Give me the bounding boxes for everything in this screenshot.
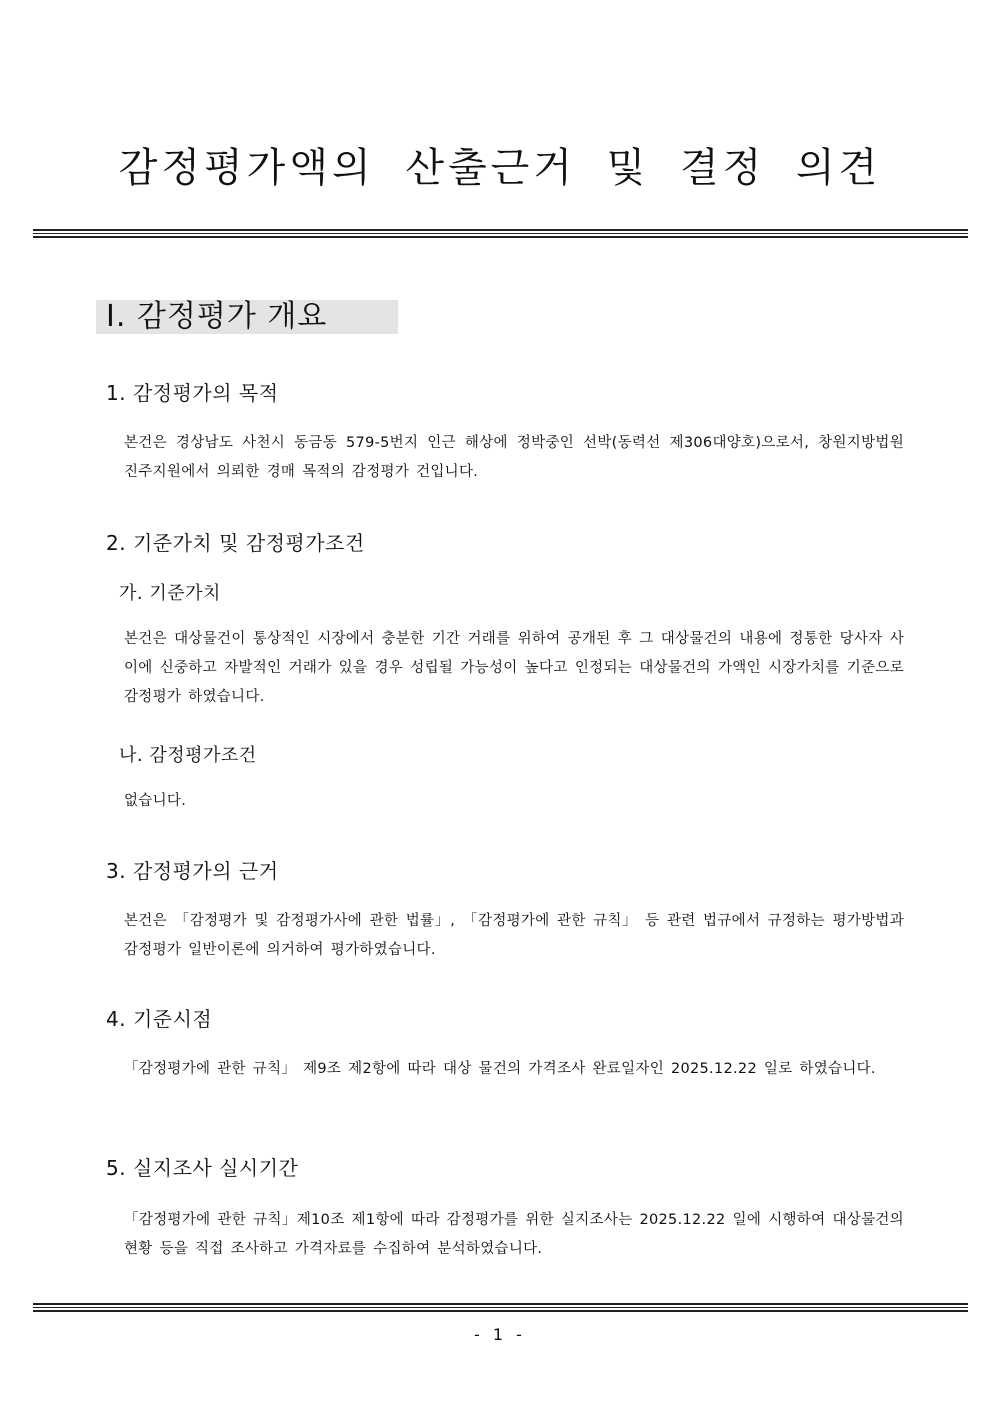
paragraph-inspection-period: 「감정평가에 관한 규칙」제10조 제1항에 따라 감정평가를 위한 실지조사는 2025.12.22 일에 시행하여 대상물건의 현황 등을 직접 조사하고 가격자료를 수집하여 분석하였습니다.	[124, 1212, 904, 1257]
heading-legal-basis: 3. 감정평가의 근거	[106, 859, 279, 883]
heading-basis-value-conditions: 2. 기준가치 및 감정평가조건	[106, 531, 365, 555]
section-title: Ⅰ. 감정평가 개요	[96, 300, 398, 334]
heading-inspection-period: 5. 실지조사 실시기간	[106, 1156, 299, 1180]
subheading-basis-value: 가. 기준가치	[119, 583, 221, 604]
paragraph-purpose: 본건은 경상남도 사천시 동금동 579-5번지 인근 해상에 정박중인 선박(동력선 제306대양호)으로서, 창원지방법원 진주지원에서 의뢰한 경매 목적의 감정평가 건입니다.	[124, 435, 904, 480]
heading-purpose: 1. 감정평가의 목적	[106, 381, 279, 405]
subheading-conditions: 나. 감정평가조건	[119, 745, 257, 766]
page-number: - 1 -	[474, 1325, 526, 1344]
paragraph-conditions: 없습니다.	[124, 793, 187, 809]
paragraph-base-date: 「감정평가에 관한 규칙」 제9조 제2항에 따라 대상 물건의 가격조사 완료일자인 2025.12.22 일로 하였습니다.	[124, 1061, 876, 1077]
footer-divider	[33, 1303, 968, 1312]
document-title: 감정평가액의 산출근거 및 결정 의견	[118, 145, 882, 191]
paragraph-basis-value: 본건은 대상물건이 통상적인 시장에서 충분한 기간 거래를 위하여 공개된 후 그 대상물건의 내용에 정통한 당사자 사이에 신중하고 자발적인 거래가 있을 경우 성립될 가능성이 높다고 인정되는 대상물건의 가액인 시장가치를 기준으로 감정평가 하였습니다.	[124, 631, 904, 705]
heading-base-date: 4. 기준시점	[106, 1007, 213, 1031]
title-divider	[33, 229, 968, 238]
paragraph-legal-basis: 본건은 「감정평가 및 감정평가사에 관한 법률」, 「감정평가에 관한 규칙」 등 관련 법규에서 규정하는 평가방법과 감정평가 일반이론에 의거하여 평가하였습니다.	[124, 913, 904, 958]
